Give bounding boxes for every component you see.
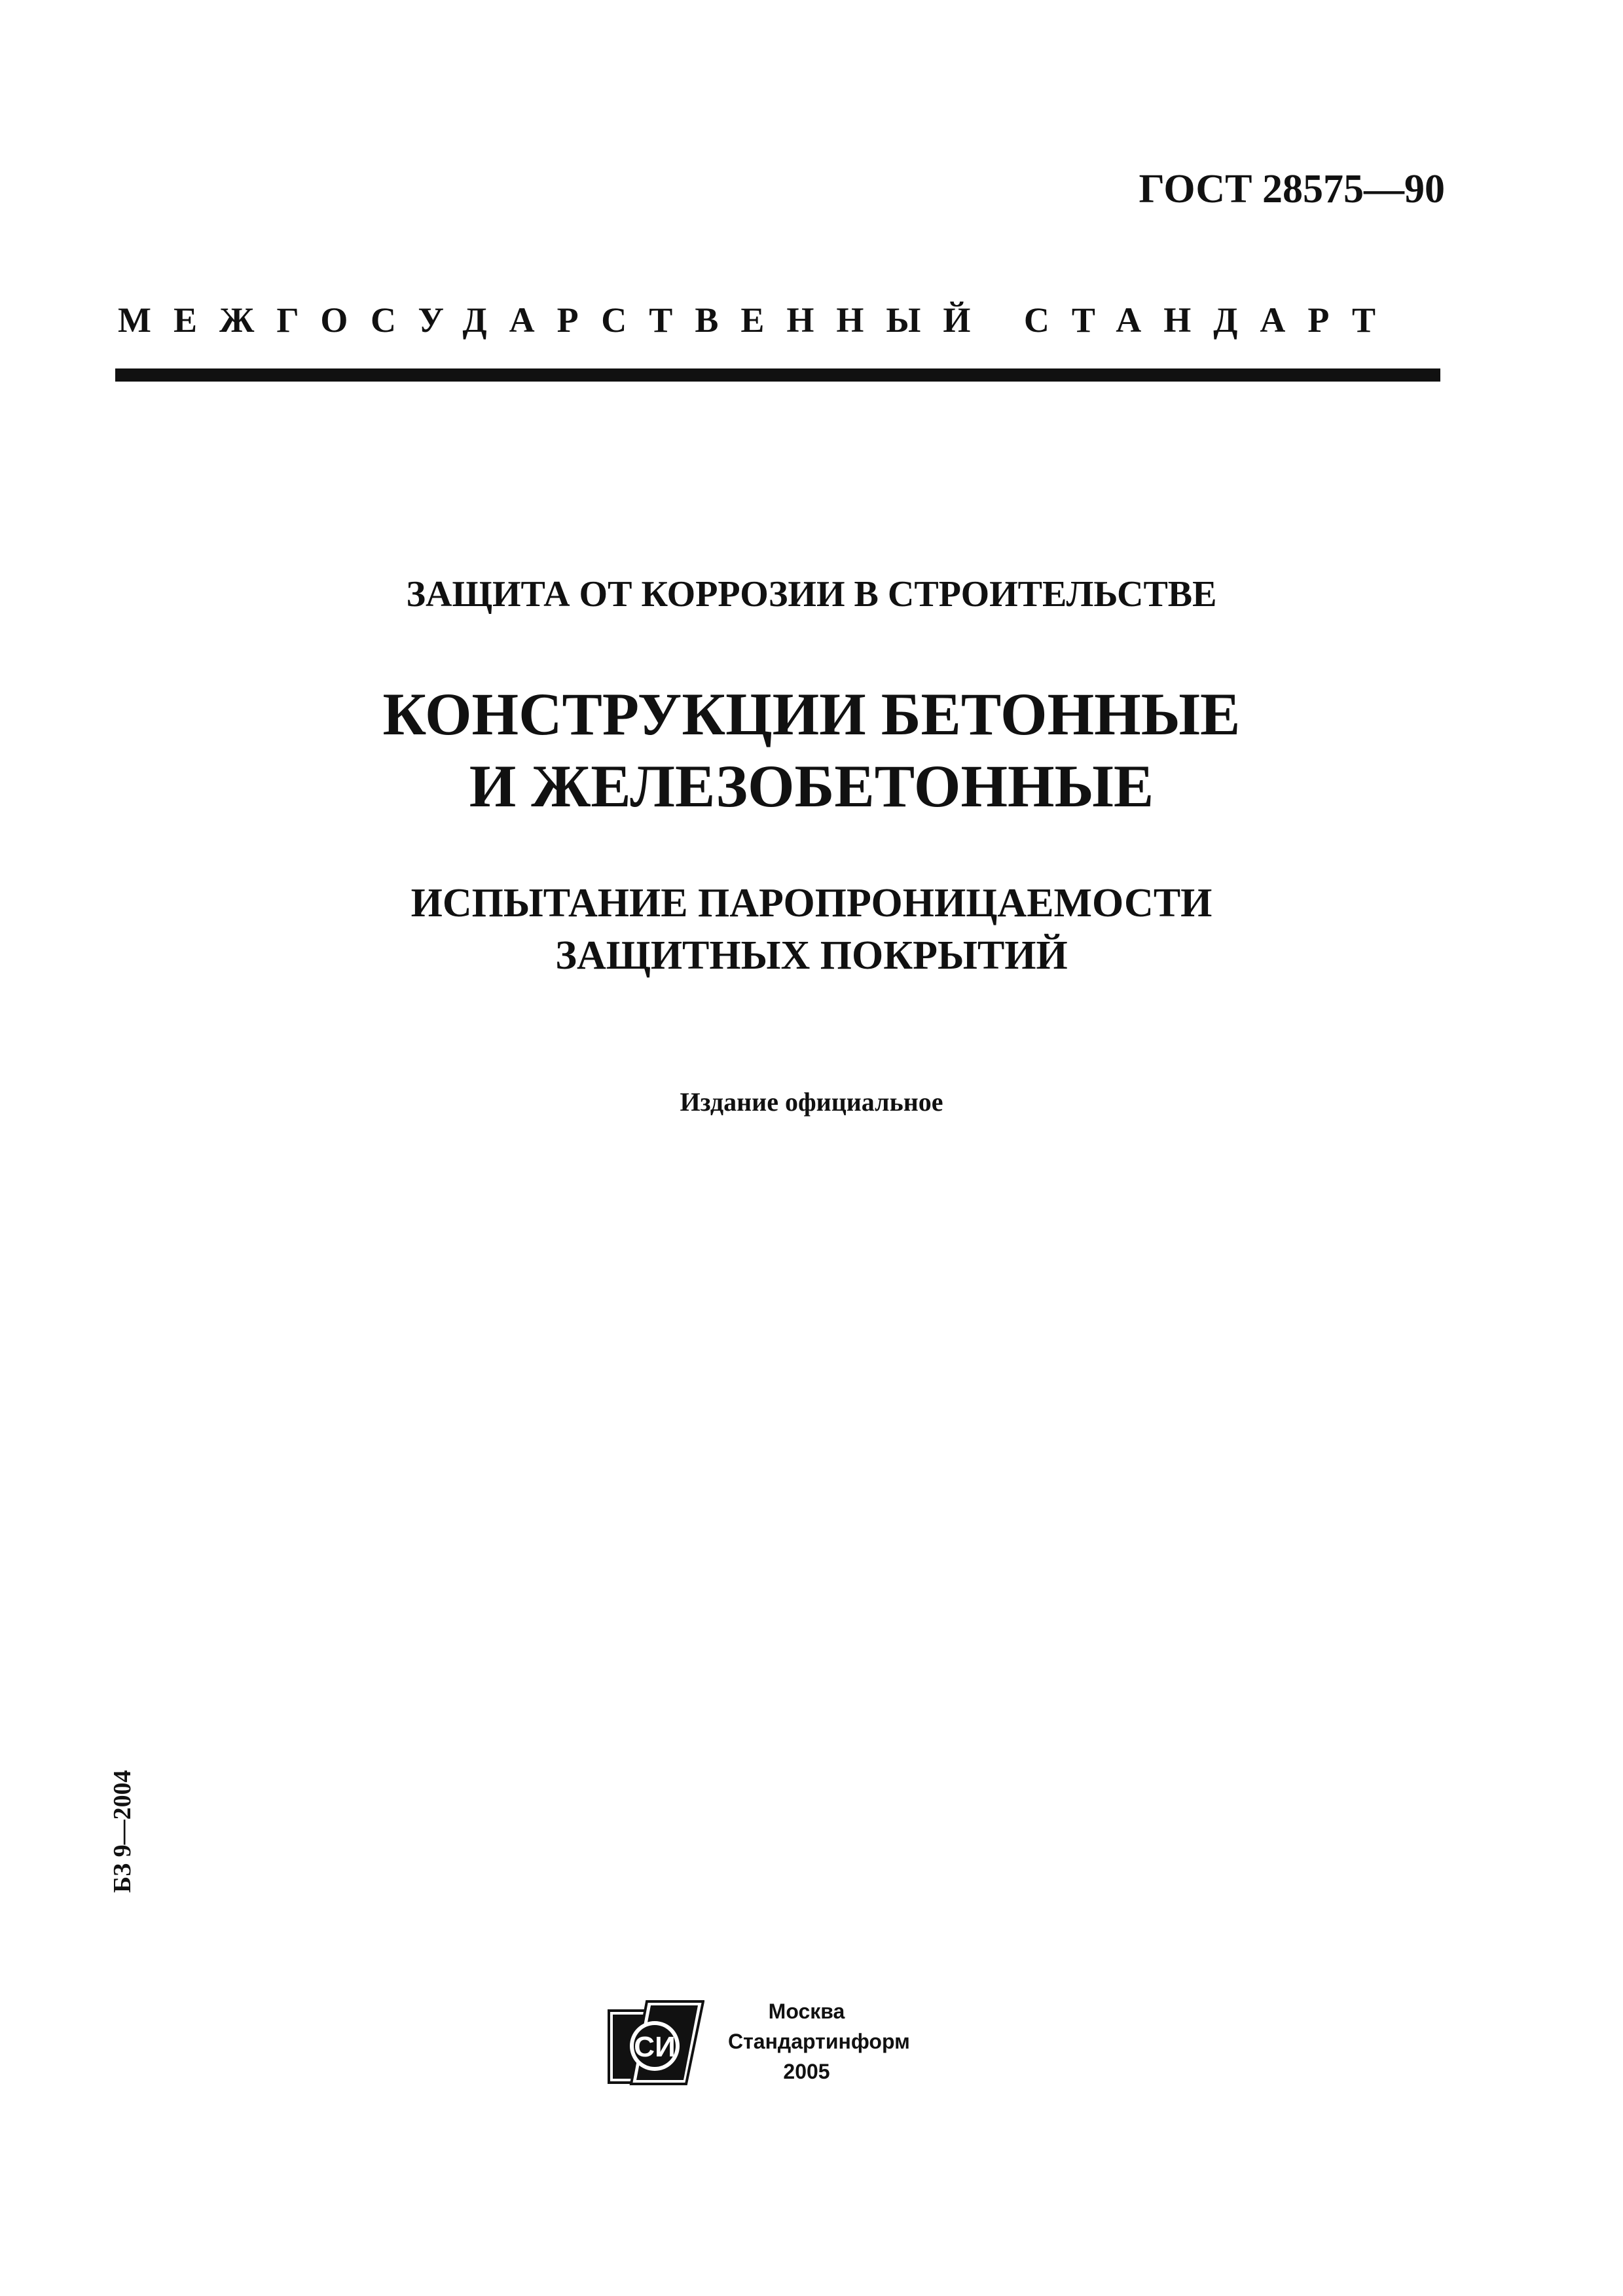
main-title-line-2: И ЖЕЛЕЗОБЕТОННЫЕ xyxy=(469,753,1154,819)
publication-year: 2005 xyxy=(783,2060,830,2083)
publisher-city: Москва xyxy=(768,2000,845,2023)
main-title-line-1: КОНСТРУКЦИИ БЕТОННЫЕ xyxy=(382,681,1241,747)
publisher-name: Стандартинформ xyxy=(728,2030,910,2053)
logo-text: СИ xyxy=(634,2031,676,2063)
side-code: БЗ 9—2004 xyxy=(109,1770,136,1893)
main-title xyxy=(0,678,1623,822)
edition-label: Издание официальное xyxy=(680,1087,943,1117)
subtitle xyxy=(0,877,1623,982)
gost-number: ГОСТ 28575—90 xyxy=(1139,167,1445,211)
standard-type-heading: МЕЖГОСУДАРСТВЕННЫЙ СТАНДАРТ xyxy=(118,300,1398,340)
heading-divider xyxy=(115,368,1440,382)
publisher-block xyxy=(728,1996,910,2087)
standartinform-logo-icon xyxy=(608,2000,704,2085)
subtitle-line-2: ЗАЩИТНЫХ ПОКРЫТИЙ xyxy=(555,933,1068,978)
subtitle-line-1: ИСПЫТАНИЕ ПАРОПРОНИЦАЕМОСТИ xyxy=(410,881,1213,925)
title-category: ЗАЩИТА ОТ КОРРОЗИИ В СТРОИТЕЛЬСТВЕ xyxy=(406,574,1217,615)
